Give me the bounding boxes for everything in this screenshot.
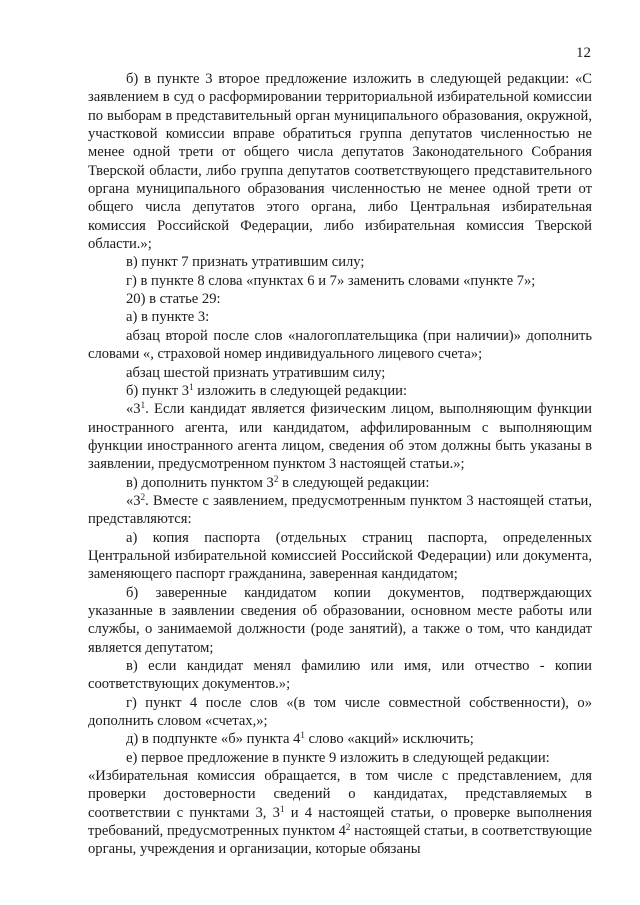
superscript: 2 — [273, 473, 279, 484]
paragraph-text: настоящей статьи, в соответствующие органы, учреждения и организации, которые обязаны — [88, 823, 592, 858]
paragraph-text: б) пункт 3 — [126, 382, 190, 399]
paragraph — [88, 767, 592, 859]
paragraph-text: в) пункт 7 признать утратившим силу; — [126, 254, 365, 271]
paragraph-text: г) в пункте 8 слова «пунктах 6 и 7» заменить словами «пункте 7»; — [126, 272, 536, 289]
paragraph-text: слово «акций» исключить; — [304, 731, 474, 748]
paragraph-text: . Вместе с заявлением, предусмотренным пунктом 3 настоящей статьи, представляются: — [88, 492, 592, 528]
paragraph-text: и 4 настоящей статьи, о проверке выполнения требований, предусмотренных пунктом 4 — [88, 804, 592, 840]
superscript: 2 — [345, 822, 351, 833]
paragraph — [88, 400, 592, 473]
paragraph — [88, 529, 592, 584]
paragraph-text: абзац второй после слов «налогоплательщика (при наличии)» дополнить словами «, страховой номер индивидуального лицевого счета»; — [88, 327, 592, 363]
paragraph-text: б) заверенные кандидатом копии документов, подтверждающих указанные в заявлении сведения об образовании, основном месте работы или службы, о занимаемой должности (роде занятий), а также о том, что кандидат является депутатом; — [88, 584, 592, 656]
paragraph — [88, 694, 592, 731]
paragraph — [88, 327, 592, 364]
paragraph — [88, 382, 592, 400]
paragraph — [88, 492, 592, 529]
paragraph-text: г) пункт 4 после слов «(в том числе совместной собственности), о» дополнить словом «счетах,»; — [88, 694, 592, 730]
paragraph — [88, 584, 592, 657]
paragraph-text: е) первое предложение в пункте 9 изложить в следующей редакции: — [126, 749, 550, 766]
paragraph-text: а) в пункте 3: — [126, 309, 210, 326]
paragraph-text: д) в подпункте «б» пункта 4 — [126, 731, 301, 748]
paragraph-text: в) если кандидат менял фамилию или имя, или отчество - копии соответствующих документов.»; — [88, 658, 592, 693]
paragraph — [88, 657, 592, 694]
paragraph-text: «3 — [126, 401, 141, 418]
paragraph-text: . Если кандидат является физическим лицом, выполняющим функции иностранного агента, или кандидатом, аффилированным с выполняющим функции иностранного агента лицом, сведения об этом должны быть указаны в заявлении, предусмотренном пунктом 3 настоящей статьи.»; — [88, 401, 592, 473]
paragraph-text: абзац шестой признать утратившим силу; — [126, 364, 386, 381]
superscript: 1 — [279, 803, 285, 814]
paragraph — [88, 253, 592, 271]
paragraph-text: 20) в статье 29: — [126, 291, 221, 308]
paragraph — [88, 308, 592, 326]
superscript: 1 — [140, 400, 146, 411]
paragraph — [88, 272, 592, 290]
paragraph — [88, 749, 592, 767]
paragraph-text: б) в пункте 3 второе предложение изложить в следующей редакции: «С заявлением в суд о расформировании территориальной избирательной комиссии по выборам в представительный орган муниципального образования, окружной, участковой комиссии вправе обратиться группа депутатов численностью не менее одной трети от общего числа депутатов Законодательного Собрания Тверской области, либо группа депутатов соответствующего представительного органа муниципального образования численностью не менее одной трети от общего числа депутатов этого органа, либо Центральная избирательная комиссия Российской Федерации, либо избирательная комиссия Тверской области.»; — [88, 71, 592, 253]
paragraph — [88, 730, 592, 748]
paragraph — [88, 474, 592, 492]
superscript: 1 — [300, 730, 305, 741]
paragraph-text: «Избирательная комиссия обращается, в том числе с представлением, для проверки достоверности сведений о кандидатах, представляемых в соответствии с пунктами 3, 3 — [88, 768, 592, 821]
paragraph-text: а) копия паспорта (отдельных страниц паспорта, определенных Центральной избирательной комиссией Российской Федерации) или документа, заменяющего паспорт гражданина, заверенная кандидатом; — [88, 529, 592, 583]
paragraph-text: в) дополнить пунктом 3 — [126, 474, 274, 491]
paragraph-text: изложить в следующей редакции: — [193, 382, 408, 399]
document-body — [88, 70, 592, 859]
superscript: 1 — [189, 381, 194, 392]
paragraph — [88, 364, 592, 382]
paragraph — [88, 70, 592, 253]
page-number: 12 — [576, 45, 591, 61]
paragraph — [88, 290, 592, 308]
paragraph-text: в следующей редакции: — [278, 474, 430, 491]
superscript: 2 — [140, 491, 146, 502]
paragraph-text: «3 — [126, 492, 141, 509]
